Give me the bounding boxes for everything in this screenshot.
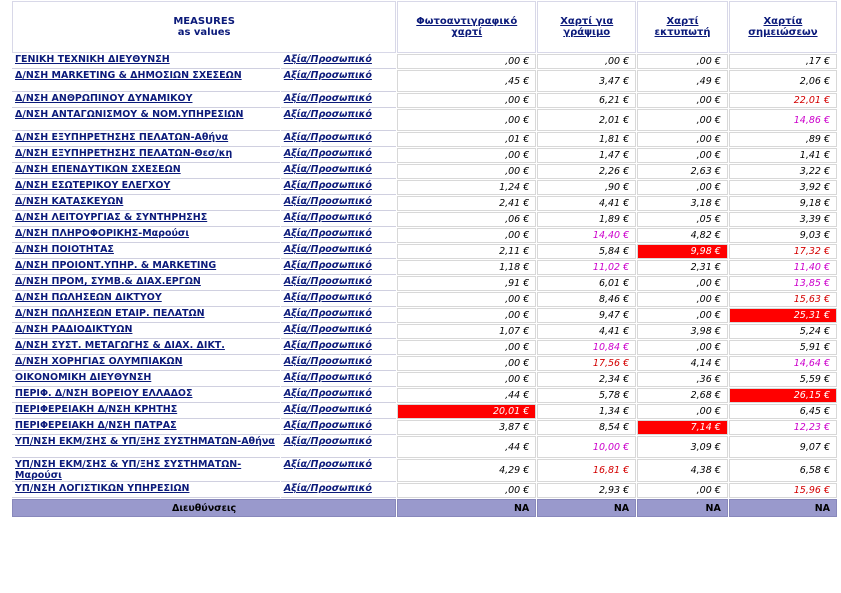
value-staff-link[interactable]: Αξία/Προσωπικό [281,132,396,147]
value-cell: 22,01 € [729,93,837,108]
value-staff-link[interactable]: Αξία/Προσωπικό [281,459,396,482]
department-name[interactable]: Δ/ΝΣΗ ΣΥΣΤ. ΜΕΤΑΓΩΓΗΣ & ΔΙΑΧ. ΔΙΚΤ. [12,340,280,355]
value-cell: ,00 € [397,356,536,371]
department-name[interactable]: Δ/ΝΣΗ ΑΝΤΑΓΩΝΙΣΜΟΥ & ΝΟΜ.ΥΠΗΡΕΣΙΩΝ [12,109,280,131]
value-cell: ,00 € [637,109,728,131]
value-cell: 14,64 € [729,356,837,371]
department-name[interactable]: Δ/ΝΣΗ ΠΡΟΜ, ΣΥΜΒ.& ΔΙΑΧ.ΕΡΓΩΝ [12,276,280,291]
value-cell: 11,02 € [537,260,636,275]
table-row [12,420,837,435]
value-cell: 5,59 € [729,372,837,387]
value-cell: ,00 € [637,292,728,307]
value-staff-link[interactable]: Αξία/Προσωπικό [281,404,396,419]
department-name[interactable]: Δ/ΝΣΗ ΕΞΥΠΗΡΕΤΗΣΗΣ ΠΕΛΑΤΩΝ-Θεσ/κη [12,148,280,163]
value-staff-link[interactable]: Αξία/Προσωπικό [281,54,396,69]
value-cell: 2,26 € [537,164,636,179]
department-name[interactable]: ΠΕΡΙΦ. Δ/ΝΣΗ ΒΟΡΕΙΟΥ ΕΛΛΑΔΟΣ [12,388,280,403]
department-name[interactable]: Δ/ΝΣΗ ΠΩΛΗΣΕΩΝ ΔΙΚΤΥΟΥ [12,292,280,307]
value-cell: 6,21 € [537,93,636,108]
table-row [12,70,837,92]
value-cell: 9,07 € [729,436,837,458]
value-cell: ,00 € [637,483,728,498]
value-cell: 8,46 € [537,292,636,307]
footer-value: NA [397,499,536,517]
value-cell: 2,93 € [537,483,636,498]
value-staff-link[interactable]: Αξία/Προσωπικό [281,420,396,435]
value-staff-link[interactable]: Αξία/Προσωπικό [281,260,396,275]
value-cell: 13,85 € [729,276,837,291]
department-name[interactable]: Δ/ΝΣΗ ΠΛΗΡΟΦΟΡΙΚΗΣ-Μαρούσι [12,228,280,243]
department-name[interactable]: ΓΕΝΙΚΗ ΤΕΧΝΙΚΗ ΔΙΕΥΘΥΝΣΗ [12,54,280,69]
value-cell: ,00 € [637,308,728,323]
value-cell: 20,01 € [397,404,536,419]
value-cell: ,00 € [397,93,536,108]
footer-value: NA [637,499,728,517]
value-cell: 12,23 € [729,420,837,435]
value-cell: 4,82 € [637,228,728,243]
table-row [12,292,837,307]
department-name[interactable]: Δ/ΝΣΗ ΕΠΕΝΔΥΤΙΚΩΝ ΣΧΕΣΕΩΝ [12,164,280,179]
value-staff-link[interactable]: Αξία/Προσωπικό [281,196,396,211]
value-cell: ,06 € [397,212,536,227]
value-cell: 7,14 € [637,420,728,435]
value-cell: 8,54 € [537,420,636,435]
value-cell: ,00 € [397,228,536,243]
footer-label[interactable]: Διευθύνσεις [12,499,396,517]
value-staff-link[interactable]: Αξία/Προσωπικό [281,276,396,291]
value-cell: 1,18 € [397,260,536,275]
department-name[interactable]: ΟΙΚΟΝΟΜΙΚΗ ΔΙΕΥΘΥΝΣΗ [12,372,280,387]
value-cell: ,00 € [637,132,728,147]
value-cell: 4,29 € [397,459,536,482]
value-staff-link[interactable]: Αξία/Προσωπικό [281,372,396,387]
table-row [12,372,837,387]
table-row [12,132,837,147]
value-cell: ,00 € [397,54,536,69]
value-cell: 17,32 € [729,244,837,259]
value-cell: 1,34 € [537,404,636,419]
table-row [12,244,837,259]
value-cell: 3,09 € [637,436,728,458]
value-cell: 14,86 € [729,109,837,131]
department-name[interactable]: Δ/ΝΣΗ ΠΟΙΟΤΗΤΑΣ [12,244,280,259]
value-cell: 3,18 € [637,196,728,211]
value-staff-link[interactable]: Αξία/Προσωπικό [281,244,396,259]
value-cell: ,44 € [397,388,536,403]
table-row [12,404,837,419]
value-cell: ,49 € [637,70,728,92]
value-cell: ,00 € [397,109,536,131]
value-staff-link[interactable]: Αξία/Προσωπικό [281,436,396,458]
value-cell: 4,41 € [537,324,636,339]
table-row [12,109,837,131]
value-cell: ,00 € [537,54,636,69]
value-cell: ,01 € [397,132,536,147]
value-cell: ,00 € [397,372,536,387]
value-cell: 9,98 € [637,244,728,259]
department-name[interactable]: Δ/ΝΣΗ ΛΕΙΤΟΥΡΓΙΑΣ & ΣΥΝΤΗΡΗΣΗΣ [12,212,280,227]
department-name[interactable]: Δ/ΝΣΗ ΕΣΩΤΕΡΙΚΟΥ ΕΛΕΓΧΟΥ [12,180,280,195]
department-name[interactable]: Δ/ΝΣΗ ΡΑΔΙΟΔΙΚΤΥΩΝ [12,324,280,339]
department-name[interactable]: ΥΠ/ΝΣΗ ΕΚΜ/ΣΗΣ & ΥΠ/ΞΗΣ ΣΥΣΤΗΜΑΤΩΝ-Μαρούσι [12,459,280,482]
table-row [12,483,837,498]
value-cell: ,89 € [729,132,837,147]
table-body [12,54,837,498]
value-cell: ,90 € [537,180,636,195]
value-cell: 10,00 € [537,436,636,458]
value-cell: 5,91 € [729,340,837,355]
value-staff-link[interactable]: Αξία/Προσωπικό [281,228,396,243]
column-header-printer-paper[interactable]: Χαρτί εκτυπωτή [637,1,728,53]
department-name[interactable]: Δ/ΝΣΗ ΠΡΟΙΟΝΤ.ΥΠΗΡ. & MARKETING [12,260,280,275]
table-row [12,164,837,179]
value-cell: 5,84 € [537,244,636,259]
value-cell: 3,39 € [729,212,837,227]
value-cell: 14,40 € [537,228,636,243]
header-row [12,1,837,53]
value-cell: ,00 € [397,340,536,355]
value-cell: 5,78 € [537,388,636,403]
value-cell: ,00 € [397,308,536,323]
footer-value: NA [537,499,636,517]
value-staff-link[interactable]: Αξία/Προσωπικό [281,340,396,355]
column-header-photocopy-paper[interactable]: Φωτοαντιγραφικό χαρτί [397,1,536,53]
value-staff-link[interactable]: Αξία/Προσωπικό [281,148,396,163]
value-cell: 5,24 € [729,324,837,339]
value-cell: ,45 € [397,70,536,92]
table-row [12,260,837,275]
table-row [12,228,837,243]
table-row [12,308,837,323]
value-cell: 2,11 € [397,244,536,259]
value-cell: 11,40 € [729,260,837,275]
value-cell: 6,01 € [537,276,636,291]
table-row [12,459,837,482]
value-staff-link[interactable]: Αξία/Προσωπικό [281,483,396,498]
value-cell: ,00 € [637,54,728,69]
department-name[interactable]: ΠΕΡΙΦΕΡΕΙΑΚΗ Δ/ΝΣΗ ΠΑΤΡΑΣ [12,420,280,435]
table-row [12,212,837,227]
value-cell: 1,24 € [397,180,536,195]
table-row [12,148,837,163]
value-cell: 2,68 € [637,388,728,403]
department-name[interactable]: ΠΕΡΙΦΕΡΕΙΑΚΗ Δ/ΝΣΗ ΚΡΗΤΗΣ [12,404,280,419]
footer-row [12,499,837,517]
department-name[interactable]: Δ/ΝΣΗ ΠΩΛΗΣΕΩΝ ΕΤΑΙΡ. ΠΕΛΑΤΩΝ [12,308,280,323]
column-header-notes-paper[interactable]: Χαρτία σημειώσεων [729,1,837,53]
department-name[interactable]: Δ/ΝΣΗ ΚΑΤΑΣΚΕΥΩΝ [12,196,280,211]
value-cell: ,44 € [397,436,536,458]
value-cell: 2,34 € [537,372,636,387]
table-row [12,196,837,211]
value-staff-link[interactable]: Αξία/Προσωπικό [281,356,396,371]
value-cell: ,00 € [397,148,536,163]
department-name[interactable]: ΥΠ/ΝΣΗ ΕΚΜ/ΣΗΣ & ΥΠ/ΞΗΣ ΣΥΣΤΗΜΑΤΩΝ-Αθήνα [12,436,280,458]
value-staff-link[interactable]: Αξία/Προσωπικό [281,109,396,131]
value-cell: 2,63 € [637,164,728,179]
value-cell: 4,14 € [637,356,728,371]
value-cell: ,00 € [397,292,536,307]
value-cell: 17,56 € [537,356,636,371]
table-row [12,324,837,339]
value-cell: ,17 € [729,54,837,69]
value-cell: 1,47 € [537,148,636,163]
value-cell: 26,15 € [729,388,837,403]
measures-title: MEASURES [173,16,235,27]
value-cell: 1,41 € [729,148,837,163]
department-name[interactable]: Δ/ΝΣΗ ΧΟΡΗΓΙΑΣ ΟΛΥΜΠΙΑΚΩΝ [12,356,280,371]
value-cell: ,00 € [637,340,728,355]
value-cell: 3,98 € [637,324,728,339]
value-staff-link[interactable]: Αξία/Προσωπικό [281,180,396,195]
value-cell: 1,07 € [397,324,536,339]
table-row [12,180,837,195]
value-staff-link[interactable]: Αξία/Προσωπικό [281,164,396,179]
value-cell: 3,87 € [397,420,536,435]
value-cell: 9,03 € [729,228,837,243]
table-row [12,356,837,371]
value-staff-link[interactable]: Αξία/Προσωπικό [281,308,396,323]
value-cell: ,00 € [637,148,728,163]
value-cell: ,00 € [637,404,728,419]
value-cell: 3,22 € [729,164,837,179]
value-cell: ,00 € [637,276,728,291]
value-staff-link[interactable]: Αξία/Προσωπικό [281,212,396,227]
value-cell: ,05 € [637,212,728,227]
value-cell: 2,41 € [397,196,536,211]
measures-table [11,0,838,518]
table-row [12,388,837,403]
value-cell: 6,58 € [729,459,837,482]
department-name[interactable]: Δ/ΝΣΗ MARKETING & ΔΗΜΟΣΙΩΝ ΣΧΕΣΕΩΝ [12,70,280,92]
value-cell: 2,06 € [729,70,837,92]
value-staff-link[interactable]: Αξία/Προσωπικό [281,70,396,92]
value-cell: 9,47 € [537,308,636,323]
value-staff-link[interactable]: Αξία/Προσωπικό [281,388,396,403]
measures-subtitle: as values [177,27,231,38]
table-row [12,276,837,291]
table-row [12,54,837,69]
department-name[interactable]: Δ/ΝΣΗ ΑΝΘΡΩΠΙΝΟΥ ΔΥΝΑΜΙΚΟΥ [12,93,280,108]
value-staff-link[interactable]: Αξία/Προσωπικό [281,324,396,339]
value-cell: 3,92 € [729,180,837,195]
value-cell: 4,38 € [637,459,728,482]
value-cell: ,00 € [397,483,536,498]
value-cell: 1,89 € [537,212,636,227]
table-row [12,340,837,355]
value-cell: 1,81 € [537,132,636,147]
footer-value: NA [729,499,837,517]
value-cell: ,36 € [637,372,728,387]
value-cell: ,00 € [397,164,536,179]
value-cell: ,00 € [637,93,728,108]
value-cell: ,91 € [397,276,536,291]
measures-header [12,1,396,53]
value-cell: 4,41 € [537,196,636,211]
department-name[interactable]: Δ/ΝΣΗ ΕΞΥΠΗΡΕΤΗΣΗΣ ΠΕΛΑΤΩΝ-Αθήνα [12,132,280,147]
value-cell: 2,31 € [637,260,728,275]
value-cell: ,00 € [637,180,728,195]
value-cell: 15,96 € [729,483,837,498]
value-cell: 15,63 € [729,292,837,307]
value-cell: 3,47 € [537,70,636,92]
table-row [12,93,837,108]
department-name[interactable]: ΥΠ/ΝΣΗ ΛΟΓΙΣΤΙΚΩΝ ΥΠΗΡΕΣΙΩΝ [12,483,280,498]
column-header-writing-paper[interactable]: Χαρτί για γράψιμο [537,1,636,53]
value-cell: 10,84 € [537,340,636,355]
value-cell: 9,18 € [729,196,837,211]
value-cell: 16,81 € [537,459,636,482]
table-row [12,436,837,458]
value-staff-link[interactable]: Αξία/Προσωπικό [281,93,396,108]
value-cell: 2,01 € [537,109,636,131]
value-staff-link[interactable]: Αξία/Προσωπικό [281,292,396,307]
value-cell: 6,45 € [729,404,837,419]
value-cell: 25,31 € [729,308,837,323]
